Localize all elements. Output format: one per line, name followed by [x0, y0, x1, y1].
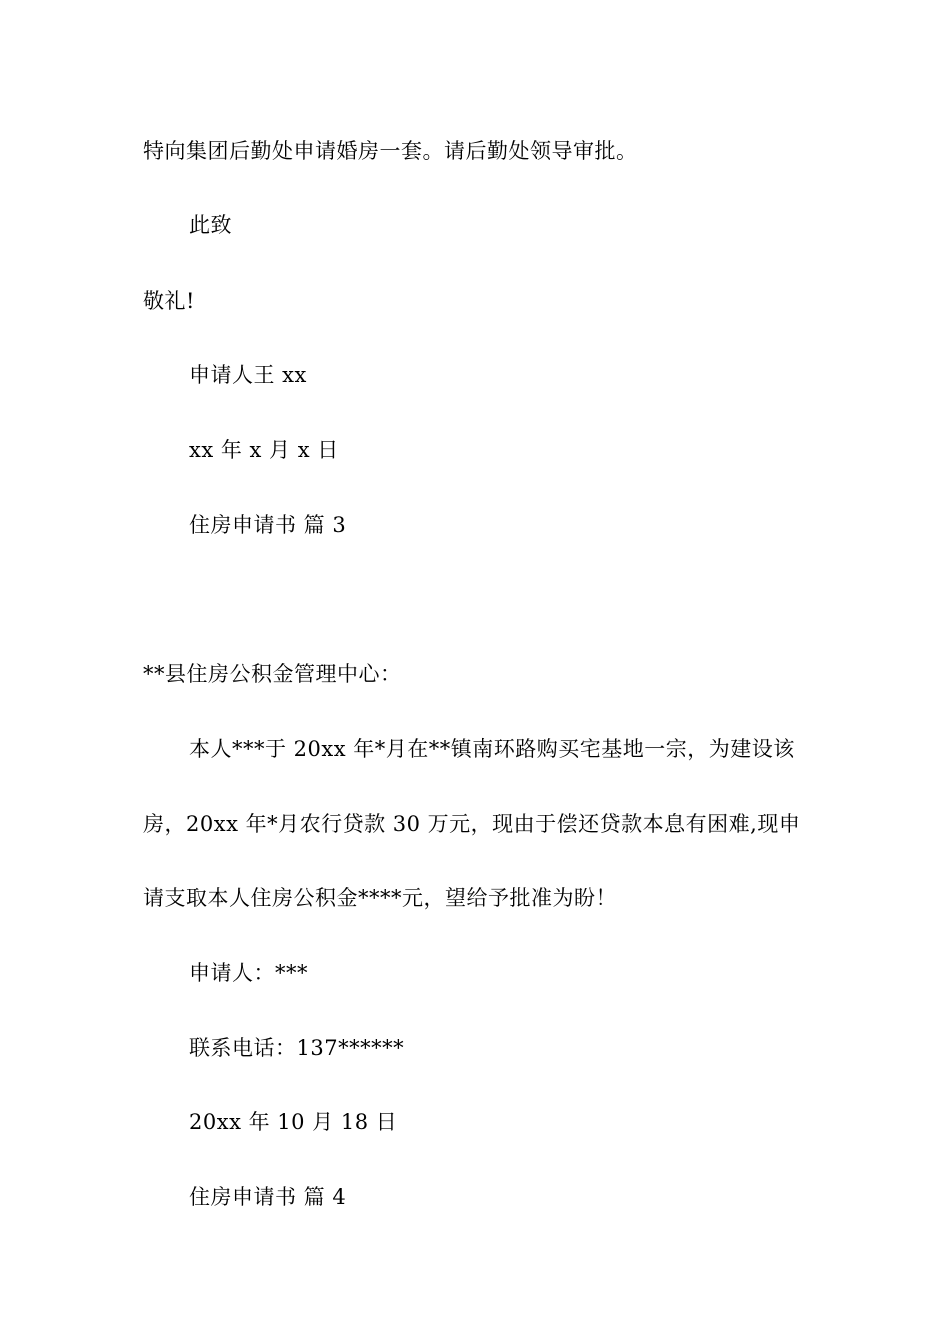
body-paragraph-line: 本人***于 20xx 年*月在**镇南环路购买宅基地一宗，为建设该 — [189, 737, 795, 761]
signature-date: 20xx 年 10 月 18 日 — [189, 1110, 398, 1134]
contact-phone-line: 联系电话：137****** — [189, 1036, 405, 1060]
applicant-line: 申请人：*** — [189, 961, 308, 985]
closing-salutation: 此致 — [189, 213, 232, 237]
body-paragraph-line: 请支取本人住房公积金****元，望给予批准为盼！ — [143, 886, 617, 910]
section-heading: 住房申请书 篇 4 — [189, 1185, 347, 1209]
body-paragraph-line: 房，20xx 年*月农行贷款 30 万元，现由于偿还贷款本息有困难,现申 — [143, 812, 801, 836]
signature-date: xx 年 x 月 x 日 — [189, 438, 339, 462]
applicant-signature: 申请人王 xx — [189, 363, 307, 387]
section-heading: 住房申请书 篇 3 — [189, 513, 347, 537]
addressee-line: **县住房公积金管理中心： — [143, 662, 402, 686]
closing-regards: 敬礼! — [143, 289, 195, 313]
body-paragraph-line: 特向集团后勤处申请婚房一套。请后勤处领导审批。 — [143, 139, 638, 163]
